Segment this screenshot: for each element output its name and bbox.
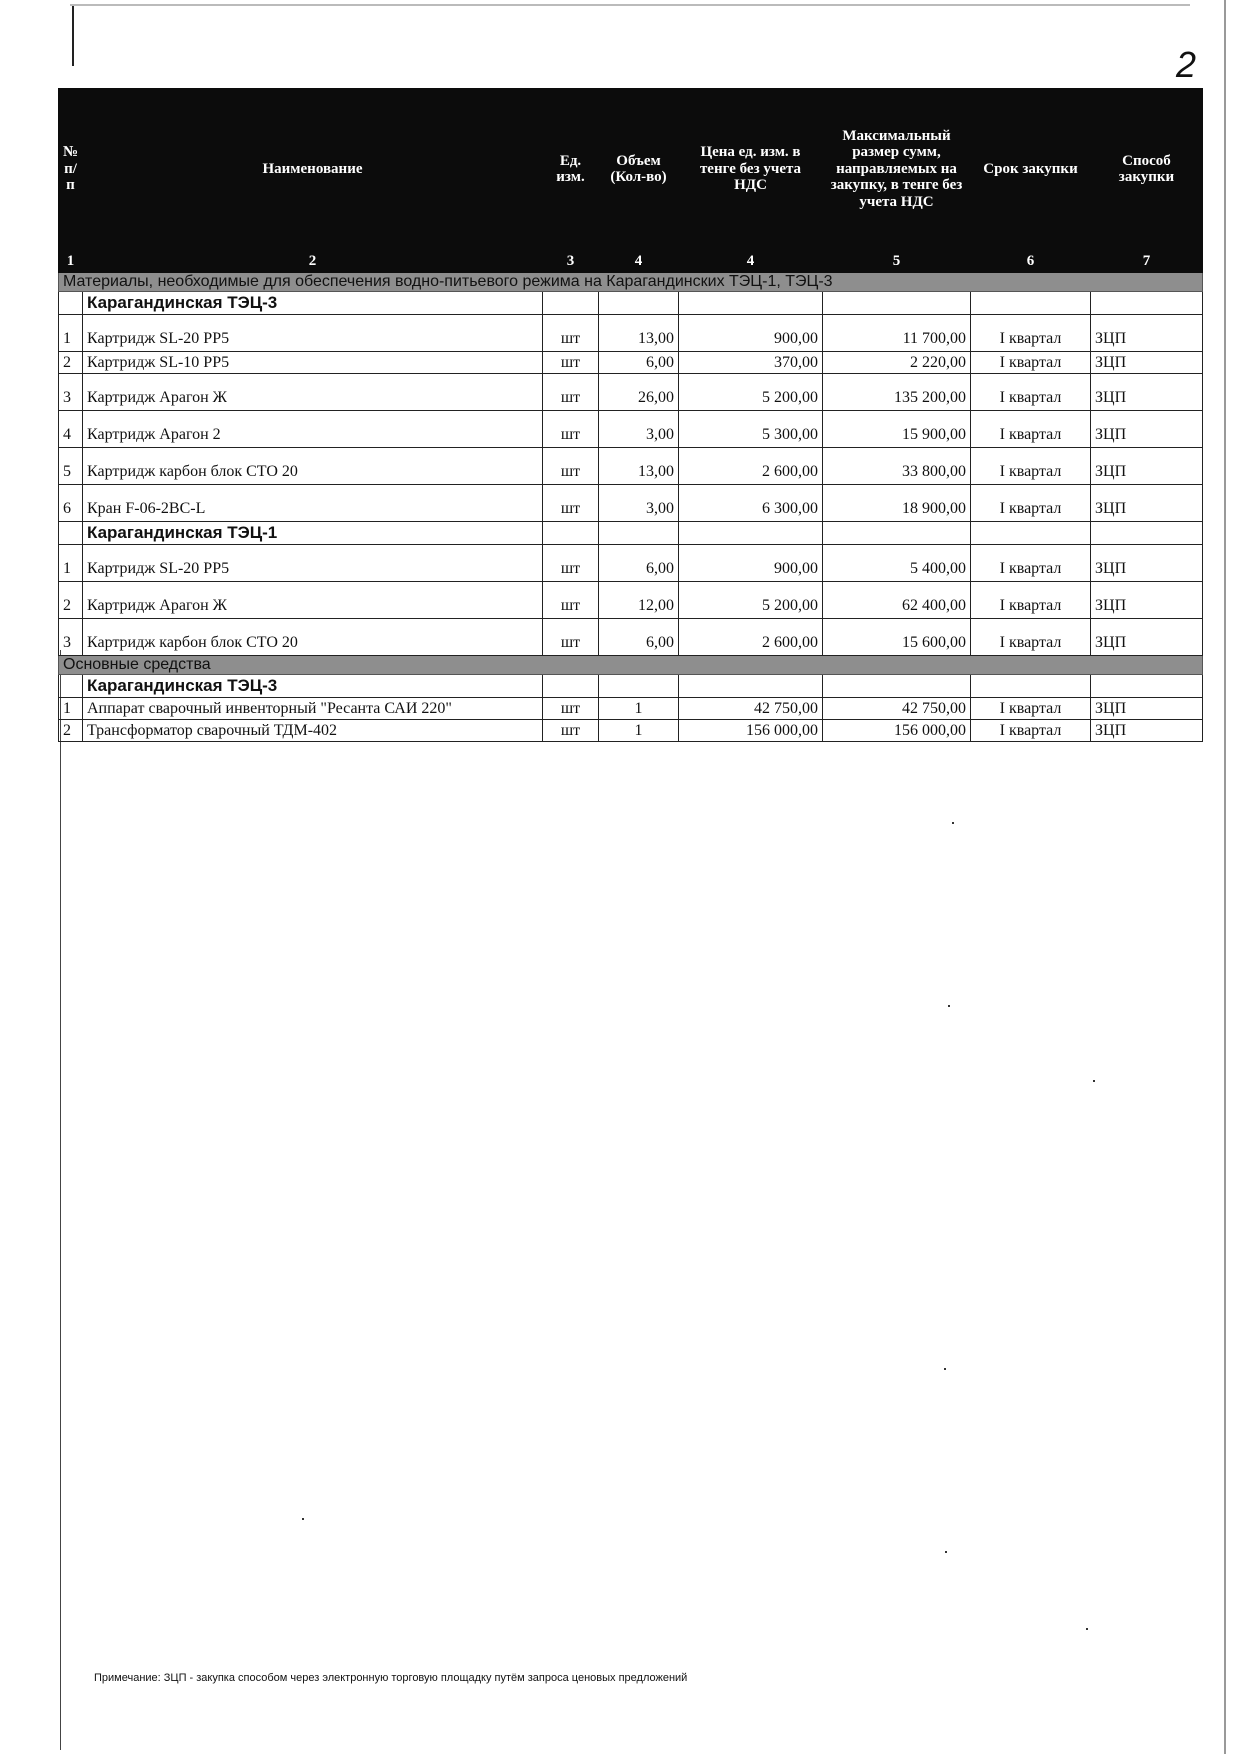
item-max-amount: 5 400,00	[823, 545, 971, 582]
item-unit: шт	[543, 411, 599, 448]
table-row	[59, 411, 1203, 448]
column-number-row	[59, 250, 1203, 273]
column-number: 4	[599, 250, 679, 273]
item-term: I квартал	[971, 698, 1091, 720]
page-number: 2	[1176, 44, 1197, 85]
row-number: 3	[59, 374, 83, 411]
item-name: Картридж Арагон Ж	[83, 582, 543, 619]
item-term: I квартал	[971, 720, 1091, 742]
column-number: 3	[543, 250, 599, 273]
item-name: Картридж Арагон 2	[83, 411, 543, 448]
item-unit: шт	[543, 485, 599, 522]
item-max-amount: 15 600,00	[823, 619, 971, 656]
item-unit: шт	[543, 448, 599, 485]
row-number: 2	[59, 720, 83, 742]
table-row	[59, 352, 1203, 374]
scan-speck	[945, 1551, 947, 1553]
section-title: Основные средства	[59, 656, 1203, 675]
row-number: 1	[59, 698, 83, 720]
item-term: I квартал	[971, 411, 1091, 448]
scan-speck	[948, 1005, 950, 1007]
item-unit: шт	[543, 315, 599, 352]
item-qty: 13,00	[599, 448, 679, 485]
item-qty: 13,00	[599, 315, 679, 352]
item-unit: шт	[543, 582, 599, 619]
row-number: 4	[59, 411, 83, 448]
header-unit: Ед. изм.	[543, 89, 599, 250]
item-term: I квартал	[971, 485, 1091, 522]
column-number: 4	[679, 250, 823, 273]
header-qty: Объем (Кол-во)	[599, 89, 679, 250]
item-name: Картридж карбон блок СТО 20	[83, 619, 543, 656]
column-number: 6	[971, 250, 1091, 273]
header-method: Способ закупки	[1091, 89, 1203, 250]
item-price: 5 300,00	[679, 411, 823, 448]
item-max-amount: 156 000,00	[823, 720, 971, 742]
group-title: Карагандинская ТЭЦ-3	[83, 292, 543, 315]
item-price: 370,00	[679, 352, 823, 374]
item-price: 42 750,00	[679, 698, 823, 720]
header-price: Цена ед. изм. в тенге без учета НДС	[679, 89, 823, 250]
item-qty: 12,00	[599, 582, 679, 619]
table-row	[59, 698, 1203, 720]
column-number: 5	[823, 250, 971, 273]
row-number: 1	[59, 315, 83, 352]
row-number: 2	[59, 582, 83, 619]
group-row	[59, 522, 1203, 545]
item-method: ЗЦП	[1091, 448, 1203, 485]
group-title: Карагандинская ТЭЦ-3	[83, 675, 543, 698]
item-price: 900,00	[679, 315, 823, 352]
item-max-amount: 135 200,00	[823, 374, 971, 411]
item-method: ЗЦП	[1091, 485, 1203, 522]
scan-edge-top	[70, 4, 1190, 6]
item-price: 900,00	[679, 545, 823, 582]
scan-edge-left	[60, 650, 61, 1750]
item-unit: шт	[543, 545, 599, 582]
item-unit: шт	[543, 619, 599, 656]
table-header-row	[59, 89, 1203, 250]
table-row	[59, 374, 1203, 411]
item-max-amount: 42 750,00	[823, 698, 971, 720]
header-no: № п/п	[59, 89, 83, 250]
item-qty: 6,00	[599, 352, 679, 374]
item-term: I квартал	[971, 545, 1091, 582]
footnote: Примечание: ЗЦП - закупка способом через электронную торговую площадку путём запроса ценовых предложений	[94, 1672, 688, 1684]
item-method: ЗЦП	[1091, 720, 1203, 742]
item-method: ЗЦП	[1091, 411, 1203, 448]
table-row	[59, 720, 1203, 742]
group-row	[59, 292, 1203, 315]
item-method: ЗЦП	[1091, 582, 1203, 619]
item-qty: 1	[599, 698, 679, 720]
item-method: ЗЦП	[1091, 698, 1203, 720]
scan-speck	[944, 1368, 946, 1370]
section-row	[59, 273, 1203, 292]
row-number: 6	[59, 485, 83, 522]
section-title: Материалы, необходимые для обеспечения водно-питьевого режима на Карагандинских ТЭЦ-1, ТЭЦ-3	[59, 273, 1203, 292]
table-row	[59, 545, 1203, 582]
item-max-amount: 18 900,00	[823, 485, 971, 522]
column-number: 2	[83, 250, 543, 273]
item-name: Картридж Арагон Ж	[83, 374, 543, 411]
item-name: Трансформатор сварочный ТДМ-402	[83, 720, 543, 742]
scan-speck	[1093, 1080, 1095, 1082]
item-method: ЗЦП	[1091, 374, 1203, 411]
scan-edge-mark	[72, 6, 74, 66]
item-qty: 26,00	[599, 374, 679, 411]
item-term: I квартал	[971, 315, 1091, 352]
item-price: 6 300,00	[679, 485, 823, 522]
item-qty: 6,00	[599, 619, 679, 656]
item-max-amount: 2 220,00	[823, 352, 971, 374]
item-method: ЗЦП	[1091, 352, 1203, 374]
item-max-amount: 15 900,00	[823, 411, 971, 448]
item-name: Картридж карбон блок СТО 20	[83, 448, 543, 485]
group-row	[59, 675, 1203, 698]
item-name: Картридж SL-20 PP5	[83, 315, 543, 352]
item-qty: 3,00	[599, 411, 679, 448]
item-unit: шт	[543, 352, 599, 374]
row-number: 2	[59, 352, 83, 374]
item-name: Аппарат сварочный инвенторный "Ресанта САИ 220"	[83, 698, 543, 720]
table-row	[59, 448, 1203, 485]
table-row	[59, 619, 1203, 656]
item-max-amount: 33 800,00	[823, 448, 971, 485]
item-term: I квартал	[971, 619, 1091, 656]
item-method: ЗЦП	[1091, 545, 1203, 582]
item-term: I квартал	[971, 448, 1091, 485]
group-title: Карагандинская ТЭЦ-1	[83, 522, 543, 545]
item-qty: 6,00	[599, 545, 679, 582]
scan-speck	[302, 1518, 304, 1520]
table-row	[59, 485, 1203, 522]
item-method: ЗЦП	[1091, 619, 1203, 656]
item-term: I квартал	[971, 352, 1091, 374]
item-unit: шт	[543, 698, 599, 720]
item-price: 2 600,00	[679, 448, 823, 485]
item-name: Кран F-06-2BC-L	[83, 485, 543, 522]
row-number: 3	[59, 619, 83, 656]
item-unit: шт	[543, 720, 599, 742]
scan-speck	[952, 822, 954, 824]
scan-speck	[1086, 1628, 1088, 1630]
section-row	[59, 656, 1203, 675]
table-row	[59, 315, 1203, 352]
item-price: 5 200,00	[679, 374, 823, 411]
scan-edge-right	[1224, 0, 1226, 1754]
item-qty: 1	[599, 720, 679, 742]
header-max-amount: Максимальный размер сумм, направляемых на закупку, в тенге без учета НДС	[823, 89, 971, 250]
item-name: Картридж SL-20 PP5	[83, 545, 543, 582]
table-row	[59, 582, 1203, 619]
item-method: ЗЦП	[1091, 315, 1203, 352]
item-price: 156 000,00	[679, 720, 823, 742]
item-qty: 3,00	[599, 485, 679, 522]
column-number: 1	[59, 250, 83, 273]
row-number: 1	[59, 545, 83, 582]
item-max-amount: 11 700,00	[823, 315, 971, 352]
item-term: I квартал	[971, 582, 1091, 619]
item-price: 5 200,00	[679, 582, 823, 619]
item-name: Картридж SL-10 PP5	[83, 352, 543, 374]
item-term: I квартал	[971, 374, 1091, 411]
item-unit: шт	[543, 374, 599, 411]
procurement-table	[58, 88, 1203, 742]
header-term: Срок закупки	[971, 89, 1091, 250]
column-number: 7	[1091, 250, 1203, 273]
item-price: 2 600,00	[679, 619, 823, 656]
row-number: 5	[59, 448, 83, 485]
header-name: Наименование	[83, 89, 543, 250]
item-max-amount: 62 400,00	[823, 582, 971, 619]
